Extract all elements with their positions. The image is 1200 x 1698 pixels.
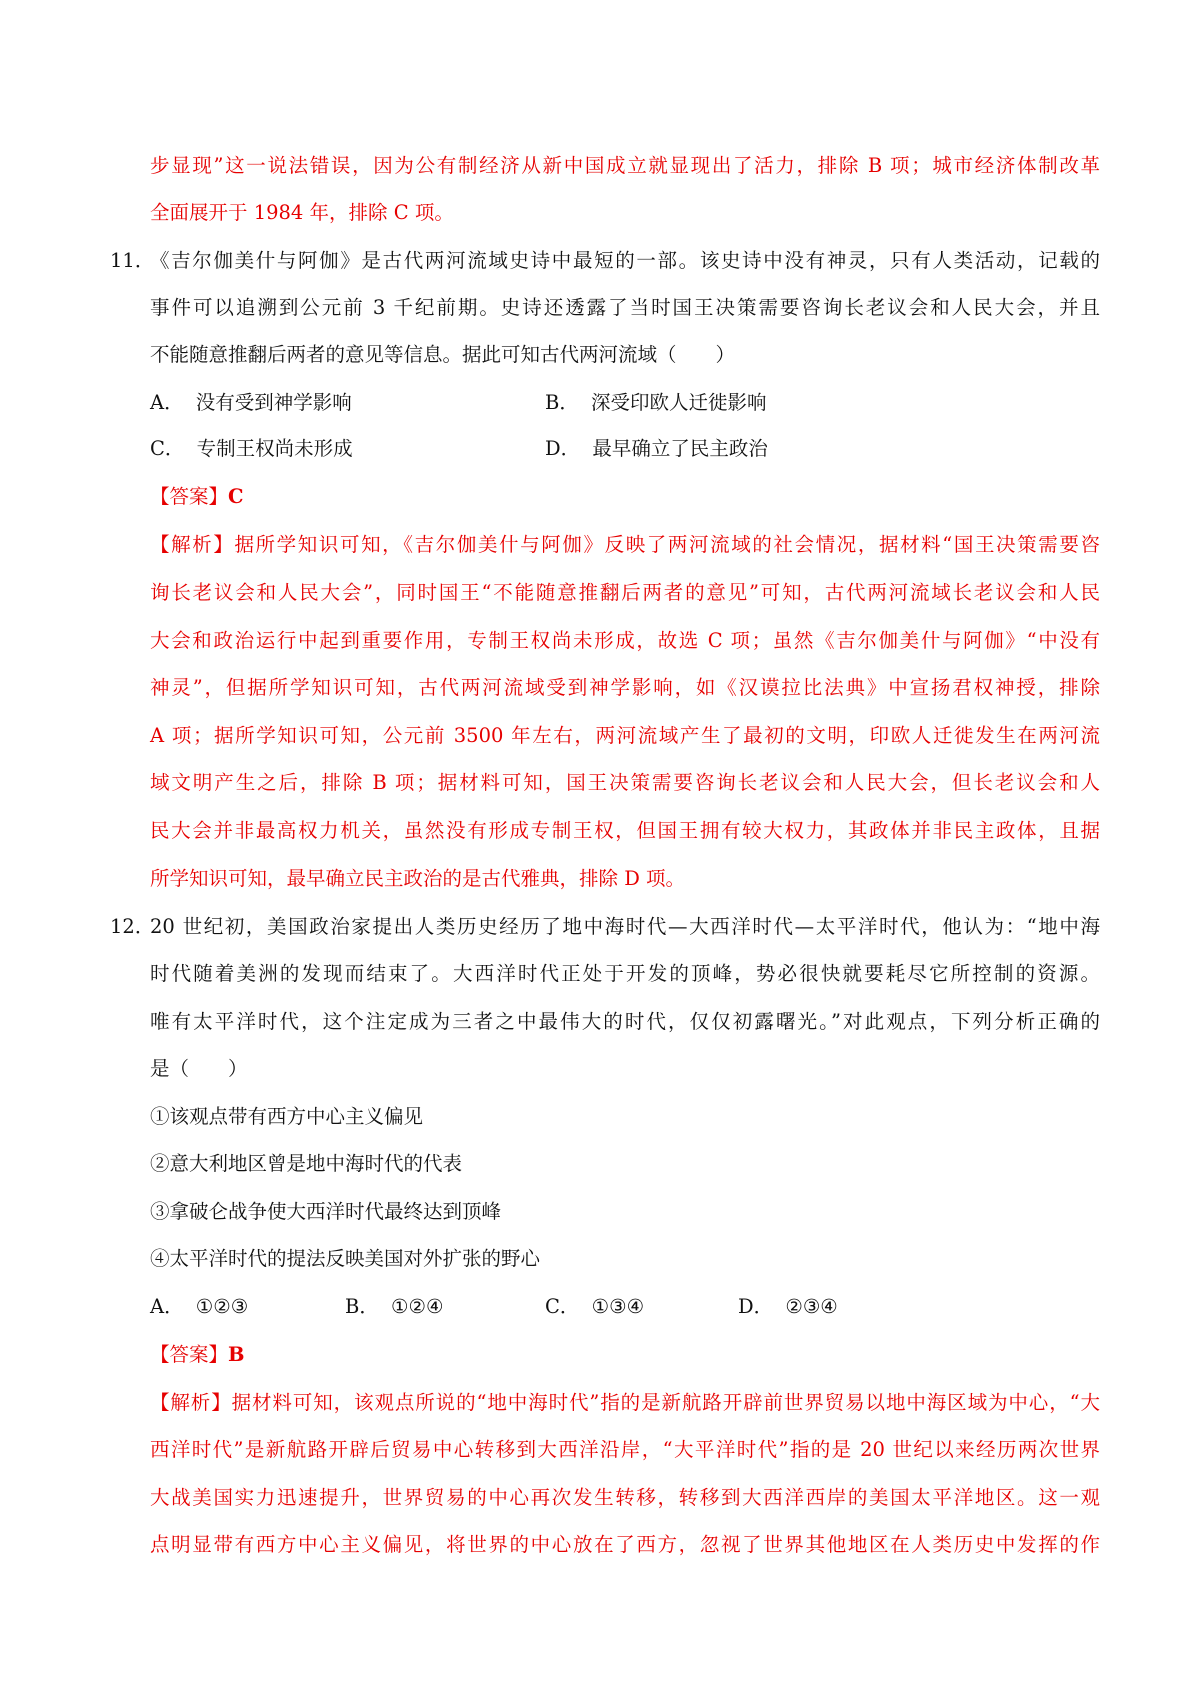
option-label: A． [150,1295,184,1318]
question-11-answer [150,481,1100,513]
answer-tag: 【答案】 [150,1343,229,1366]
question-12-statement-2: ②意大利地区曾是地中海时代的代表 [150,1152,463,1175]
option-label: C． [150,437,185,460]
question-12-statement-3: ③拿破仑战争使大西洋时代最终达到顶峰 [150,1200,502,1223]
option-text: ①②④ [391,1295,444,1318]
question-12-stem-line-2: 时代随着美洲的发现而结束了。大西洋时代正处于开发的顶峰，势必很快就要耗尽它所控制的资源。 [150,962,1100,985]
option-text: ①③④ [591,1295,645,1318]
question-11-number: 11． [110,249,155,272]
analysis-tag: 【解析】 [150,533,235,556]
question-11-analysis-line-5: A 项；据所学知识可知，公元前 3500 年左右，两河流域产生了最初的文明，印欧人迁徙发生在两河流 [150,724,1100,747]
question-11-stem-line-2: 事件可以追溯到公元前 3 千纪前期。史诗还透露了当时国王决策需要咨询长老议会和人民大会，并且 [150,296,1100,319]
option-label: B． [545,391,579,414]
question-11-analysis-line-3: 大会和政治运行中起到重要作用，专制王权尚未形成，故选 C 项；虽然《吉尔伽美什与阿伽》“中没有 [150,629,1100,652]
question-11-analysis-line-1 [150,529,1100,561]
option-text: ②③④ [785,1295,838,1318]
option-label: D． [545,437,581,460]
question-12-statement-1: ①该观点带有西方中心主义偏见 [150,1105,424,1128]
option-text: 最早确立了民主政治 [592,437,768,460]
answer-tag: 【答案】 [150,485,229,508]
question-12-stem-line-1: 20 世纪初，美国政治家提出人类历史经历了地中海时代—大西洋时代—太平洋时代，他认为：“地中海 [150,915,1100,938]
question-12-analysis-line-2: 西洋时代”是新航路开辟后贸易中心转移到大西洋沿岸，“大平洋时代”指的是 20 世纪以来经历两次世界 [150,1438,1100,1461]
question-11-option-c [150,433,353,465]
question-11-option-d [545,433,768,465]
option-label: D． [738,1295,774,1318]
question-11-analysis-line-2: 询长老议会和人民大会”，同时国王“不能随意推翻后两者的意见”可知，古代两河流域长老议会和人民 [150,581,1100,604]
analysis-text: 据材料可知，该观点所说的“地中海时代”指的是新航路开辟前世界贸易以地中海区域为中心，“大 [231,1391,1100,1414]
option-text: 深受印欧人迁徙影响 [591,391,767,414]
question-12-option-c [545,1291,644,1323]
prev-analysis-line-2: 全面展开于 1984 年，排除 C 项。 [150,201,454,224]
question-11-option-a [150,387,352,419]
question-12-option-a [150,1291,248,1323]
option-label: A． [150,391,184,414]
option-text: ①②③ [195,1295,249,1318]
question-11-option-b [545,387,767,419]
question-12-stem-line-3: 唯有太平洋时代，这个注定成为三者之中最伟大的时代，仅仅初露曙光。”对此观点，下列分析正确的 [150,1010,1100,1033]
option-text: 专制王权尚未形成 [196,437,353,460]
option-label: C． [545,1295,580,1318]
question-12-analysis-line-1 [150,1387,1100,1419]
question-12-analysis-line-4: 点明显带有西方中心主义偏见，将世界的中心放在了西方，忽视了世界其他地区在人类历史中发挥的作 [150,1533,1100,1556]
question-11-stem-line-3: 不能随意推翻后两者的意见等信息。据此可知古代两河流域（ ） [150,343,736,366]
question-11-analysis-line-6: 域文明产生之后，排除 B 项；据材料可知，国王决策需要咨询长老议会和人民大会，但长老议会和人 [150,771,1100,794]
question-12-statement-4: ④太平洋时代的提法反映美国对外扩张的野心 [150,1247,541,1270]
question-12-number: 12． [110,915,155,938]
question-11-analysis-line-4: 神灵”，但据所学知识可知，古代两河流域受到神学影响，如《汉谟拉比法典》中宣扬君权神授，排除 [150,676,1100,699]
option-label: B． [345,1295,379,1318]
analysis-text: 据所学知识可知，《吉尔伽美什与阿伽》反映了两河流域的社会情况，据材料“国王决策需要咨 [234,533,1100,556]
answer-value: B [228,1343,245,1366]
question-11-stem-line-1: 《吉尔伽美什与阿伽》是古代两河流域史诗中最短的一部。该史诗中没有神灵，只有人类活动，记载的 [150,249,1100,272]
question-12-option-d [738,1291,838,1323]
analysis-tag: 【解析】 [150,1391,232,1414]
question-11-analysis-line-7: 民大会并非最高权力机关，虽然没有形成专制王权，但国王拥有较大权力，其政体并非民主政体，且据 [150,819,1100,842]
question-12-answer [150,1339,1100,1371]
prev-analysis-line-1: 步显现”这一说法错误，因为公有制经济从新中国成立就显现出了活力，排除 B 项；城市经济体制改革 [150,154,1100,177]
question-11-analysis-line-8: 所学知识可知，最早确立民主政治的是古代雅典，排除 D 项。 [150,867,686,890]
option-text: 没有受到神学影响 [195,391,352,414]
answer-value: C [228,485,244,508]
question-12-option-b [345,1291,444,1323]
question-12-analysis-line-3: 大战美国实力迅速提升，世界贸易的中心再次发生转移，转移到大西洋西岸的美国太平洋地区。这一观 [150,1486,1100,1509]
question-12-stem-line-4: 是（ ） [150,1057,248,1080]
